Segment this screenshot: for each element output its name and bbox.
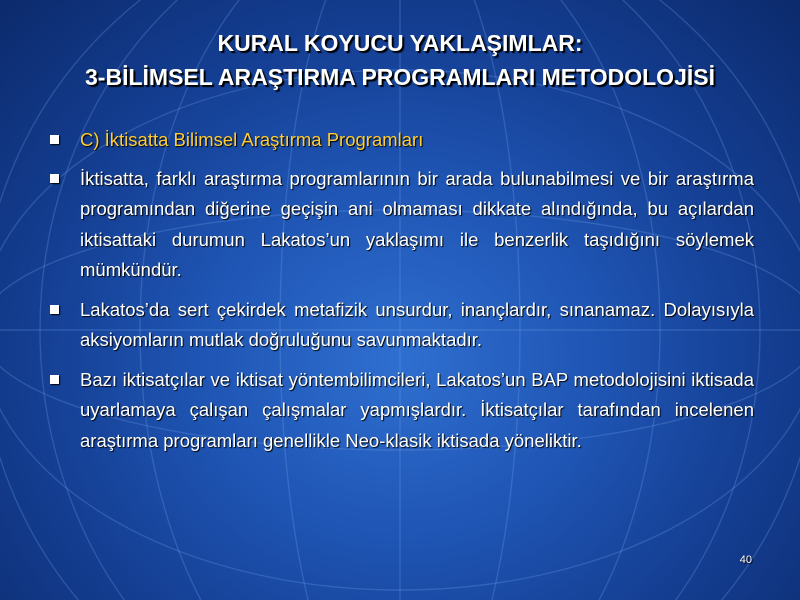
bullet-item-coexistence — [50, 164, 754, 286]
square-bullet-icon — [50, 375, 59, 384]
bullet-text: Bazı iktisatçılar ve iktisat yöntembilimcileri, Lakatos’un BAP metodolojisini iktisada uyarlamaya çalışan çalışmalar yapmışlardır. İktisatçılar tarafından incelenen araştırma programları genellikle Neo-klasik iktisada yöneliktir. — [80, 368, 754, 451]
bullet-item-hard-core — [50, 295, 754, 356]
page-number: 40 — [739, 554, 752, 566]
square-bullet-icon — [50, 174, 59, 183]
bullet-list — [50, 125, 754, 465]
square-bullet-icon — [50, 305, 59, 314]
bullet-item-economists — [50, 365, 754, 457]
square-bullet-icon — [50, 135, 59, 144]
bullet-item-section-heading — [50, 125, 754, 156]
slide-title-line-1: KURAL KOYUCU YAKLAŞIMLAR: — [217, 30, 583, 56]
bullet-text: Lakatos’da sert çekirdek metafizik unsurdur, inançlardır, sınanamaz. Dolayısıyla aksiyomların mutlak doğruluğunu savunmaktadır. — [80, 298, 754, 350]
bullet-text: İktisatta, farklı araştırma programlarının bir arada bulunabilmesi ve bir araştırma programından diğerine geçişin ani olmaması dikkate alındığında, bu açılardan iktisattaki durumun Lakatos’un yaklaşımı ile benzerlik taşıdığını söylemek mümkündür. — [80, 167, 754, 280]
slide-title — [0, 26, 800, 94]
slide-title-line-2: 3-BİLİMSEL ARAŞTIRMA PROGRAMLARI METODOLOJİSİ — [85, 64, 715, 90]
bullet-text: C) İktisatta Bilimsel Araştırma Programları — [80, 129, 424, 150]
